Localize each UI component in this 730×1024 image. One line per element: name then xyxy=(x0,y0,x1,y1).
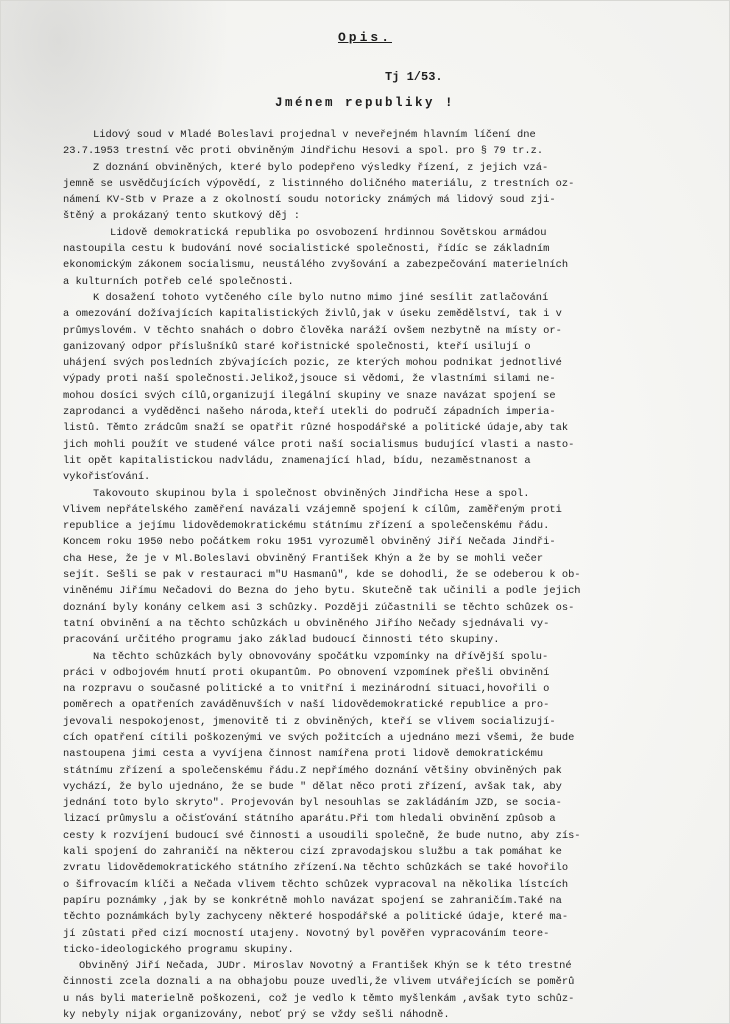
text-line: výpady proti naší společnosti.Jelikož,jsouce si vědomi, že vlastními silami ne- xyxy=(63,373,556,386)
text-line: viněnému Jiřímu Nečadovi do Bezna do jeho bytu. Skutečně tak učinili a podle jejich xyxy=(63,585,581,598)
text-line: republice a jejímu lidovědemokratickému státnímu zřízení a společenskému řádu. xyxy=(63,520,550,533)
text-line: o šifrovacím klíči a Nečada vlivem těchto schůzek vypracoval na několika lístcích xyxy=(63,878,569,891)
text-line: jevovali nespokojenost, jmenovitě ti z obviněných, kteří se vlivem socializují- xyxy=(63,715,556,728)
text-line: vykořisťování. xyxy=(63,471,151,484)
text-line: Lidově demokratická republika po osvobození hrdinnou Sovětskou armádou xyxy=(110,226,547,239)
text-line: papíru poznámky ,jak by se konkrétně mohlo navázat spojení se zahraničím.Také na xyxy=(63,894,562,907)
text-line: ky nebyly nijak organizovány, neboť prý se vždy sešli náhodně. xyxy=(63,1009,450,1022)
text-line: pracování určitého programu jako základ budoucí činnosti této skupiny. xyxy=(63,634,500,647)
text-line: u nás byli materielně poškozeni, což je vedlo k těmto myšlenkám ,avšak tyto schůz- xyxy=(63,992,575,1005)
text-line: listů. Těmto zrádcům snaží se opatřit různé hospodářské a politické údaje,aby tak xyxy=(63,422,569,435)
text-line: Z doznání obviněných, které bylo podepřeno výsledky řízení, z jejich vzá- xyxy=(93,161,549,174)
text-line: činnosti zcela doznali a na obhajobu pouze uvedli,že vlivem utvářejících se poměrů xyxy=(63,976,575,989)
text-line: doznání byly konány celkem asi 3 schůzky. Později zúčastnili se těchto schůzek os- xyxy=(63,601,575,614)
text-line: jednání toto bylo skryto". Projevován byl nesouhlas se zakládáním JZD, se socia- xyxy=(63,797,562,810)
text-line: těchto poznámkách byly zachyceny některé hospodářské a politické údaje, které ma- xyxy=(63,911,569,924)
text-line: 23.7.1953 trestní věc proti obviněným Jindřichu Hesovi a spol. pro § 79 tr.z. xyxy=(63,145,544,158)
text-line: zvratu lidovědemokratického státního zřízení.Na těchto schůzkách se také hovořilo xyxy=(63,862,569,875)
text-line: vychází, že bylo ujednáno, že se bude " dělat něco proti zřízení, avšak tak, aby xyxy=(63,780,562,793)
document-body xyxy=(63,127,663,1023)
text-line: Na těchto schůzkách byly obnovovány spočátku vzpomínky na dřívější spolu- xyxy=(93,650,549,663)
text-line: jich mohli použít ve studené válce proti naší socialismus budující vlasti a nasto- xyxy=(63,438,575,451)
text-line: lizací průmyslu a očisťování státního aparátu.Při tom hledali obvinění způsob a xyxy=(63,813,556,826)
text-line: ganizovaný odpor příslušníků staré kořistnické společnosti, kteří usilují o xyxy=(63,340,531,353)
text-line: štěný a prokázaný tento skutkový děj : xyxy=(63,210,300,223)
text-line: tatní obvinění a na těchto schůzkách u obviněného Jiřího Nečady sjednávali vy- xyxy=(63,617,550,630)
text-line: zaprodanci a vyděděnci našeho národa,kteří utekli do područí západních imperia- xyxy=(63,406,556,419)
text-line: průmyslovém. V těchto snahách o dobro člověka naráží ovšem nezbytně na místy or- xyxy=(63,324,562,337)
text-line: a omezování dožívajících kapitalistických živlů,jak v úseku zemědělství, tak i v xyxy=(63,308,562,321)
text-line: Vlivem nepřátelského zaměření navázali vzájemně spojení k cílům, zaměřeným proti xyxy=(63,503,562,516)
text-line: na rozpravu o současné politické a to vnitřní i mezinárodní situaci,hovořili o xyxy=(63,683,550,696)
text-line: ticko-ideologického programu skupiny. xyxy=(63,943,294,956)
text-line: Koncem roku 1950 nebo počátkem roku 1951 vyrozuměl obviněný Jiří Nečada Jindři- xyxy=(63,536,556,549)
verdict-heading: Jménem republiky ! xyxy=(274,96,456,110)
text-line: lit opět kapitalistickou nadvládu, znamenající hlad, bídu, nezaměstnanost a xyxy=(63,454,531,467)
text-line: Takovouto skupinou byla i společnost obviněných Jindřicha Hese a spol. xyxy=(93,487,530,500)
text-line: uhájení svých posledních zbývajících pozic, ze kterých mohou podnikat jednotlivé xyxy=(63,357,562,370)
text-line: ekonomickým zákonem socialismu, neustálého zvyšování a zabezpečování materielních xyxy=(63,259,569,272)
text-line: nastoupila cestu k budování nové socialistické společnosti, řídíc se základním xyxy=(63,243,550,256)
text-line: nastoupena jimi cesta a vyvíjena činnost namířena proti lidově demokratickému xyxy=(63,748,544,761)
text-line: jí zůstati před cizí mocností utajeny. Novotný byl pověřen vypracováním teore- xyxy=(63,927,550,940)
text-line: K dosažení tohoto vytčeného cíle bylo nutno mimo jiné sesílit zatlačování xyxy=(93,291,549,304)
text-line: práci v odbojovém hnutí proti okupantům. Po obnovení vzpomínek přešli obvinění xyxy=(63,666,550,679)
text-line: a kulturních potřeb celé společnosti. xyxy=(63,275,294,288)
text-line: námení KV-Stb v Praze a z okolností soudu notoricky známých má lidový soud zji- xyxy=(63,194,556,207)
text-line: státnímu zřízení a společenskému řádu.Z nepřímého doznání většiny obviněných pak xyxy=(63,764,562,777)
text-line: cha Hese, že je v Ml.Boleslavi obviněný František Khýn a že by se mohli večer xyxy=(63,552,544,565)
text-line: kali spojení do zahraničí na některou cizí zpravodajskou službu a tak pomáhat ke xyxy=(63,846,562,859)
text-line: jemně se usvědčujících výpovědí, z listinného doličného materiálu, z trestních oz- xyxy=(63,177,575,190)
text-line: Obviněný Jiří Nečada, JUDr. Miroslav Novotný a František Khýn se k této trestné xyxy=(79,960,572,973)
text-line: mohou dosíci svých cílů,organizují ilegální skupiny ve snaze navázat spojení se xyxy=(63,389,556,402)
text-line: cesty k rozvíjení budoucí své činnosti a usoudili společně, že bude nutno, aby zís- xyxy=(63,829,581,842)
case-reference: Tj 1/53. xyxy=(385,70,443,84)
document-title: Opis. xyxy=(337,30,392,45)
text-line: cích opatření cítili poškozenými ve svých požitcích a ujednáno mezi všemi, že bude xyxy=(63,731,575,744)
text-line: sejít. Sešli se pak v restauraci m"U Hasmanů", kde se dohodli, že se odeberou k ob- xyxy=(63,569,581,582)
text-line: Lidový soud v Mladé Boleslavi projednal v neveřejném hlavním líčení dne xyxy=(93,129,536,141)
text-line: poměrech a opatřeních zaváděnuvších v naší lidovědemokratické republice a pro- xyxy=(63,699,550,712)
